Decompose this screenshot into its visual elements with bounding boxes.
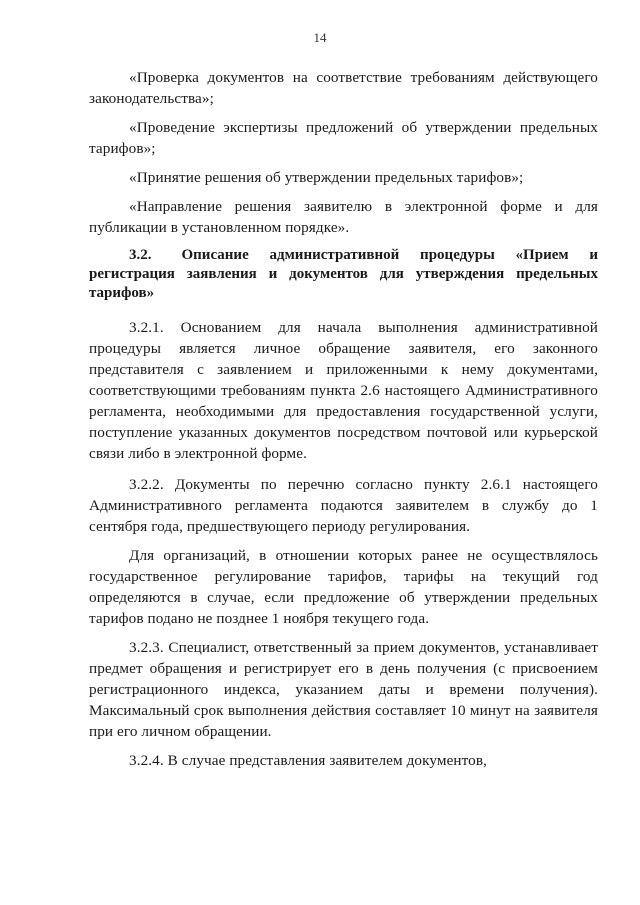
clause-3-2-3: 3.2.3. Специалист, ответственный за прием документов, устанавливает предмет обращения и регистрирует его в день получения (с присвоением регистрационного индекса, указанием даты и времени получения). Максимальный срок выполнения действия составляет 10 минут на заявителя при его личном обращении. xyxy=(89,639,598,740)
paragraph-expertise: «Проведение экспертизы предложений об утверждении предельных тарифов»; xyxy=(89,119,598,157)
paragraph-document-check: «Проверка документов на соответствие требованиям действующего законодательства»; xyxy=(89,69,598,107)
page-number: 14 xyxy=(313,30,327,45)
paragraph-new-organizations: Для организаций, в отношении которых ранее не осуществлялось государственное регулирование тарифов, тарифы на текущий год определяются в случае, если предложение об утверждении предельных тарифов подано не позднее 1 ноября текущего года. xyxy=(89,547,598,627)
section-number: 3.2. xyxy=(129,247,152,263)
clause-3-2-2: 3.2.2. Документы по перечню согласно пункту 2.6.1 настоящего Административного регламента подаются заявителем в службу до 1 сентября года, предшествующего периоду регулирования. xyxy=(89,476,598,535)
section-title: Описание административной процедуры «Прием и регистрация заявления и документов для утверждения предельных тарифов» xyxy=(89,247,598,301)
clause-3-2-1: 3.2.1. Основанием для начала выполнения административной процедуры является личное обращение заявителя, его законного представителя с заявлением и приложенными к нему документами, соответствующими требованиям пункта 2.6 настоящего Административного регламента, необходимыми для предоставления государственной услуги, поступление указанных документов посредством почтовой или курьерской связи либо в электронной форме. xyxy=(89,319,598,462)
section-heading xyxy=(89,246,598,303)
document-body xyxy=(89,67,598,779)
paragraph-sending-decision: «Направление решения заявителю в электронной форме и для публикации в установленном порядке». xyxy=(89,198,598,236)
paragraph-decision: «Принятие решения об утверждении предельных тарифов»; xyxy=(129,169,524,186)
clause-3-2-4: 3.2.4. В случае представления заявителем документов, xyxy=(129,752,488,769)
